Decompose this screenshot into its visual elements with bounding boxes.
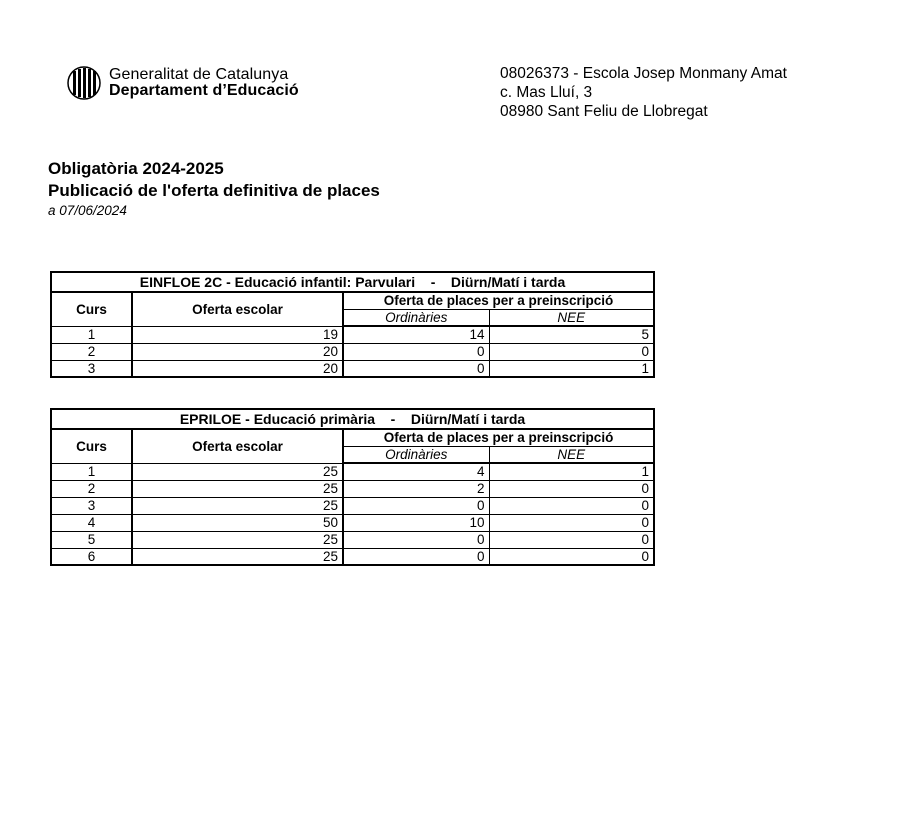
cell-ordinaries: 10 (343, 514, 489, 531)
cell-curs: 1 (51, 463, 132, 480)
cell-ordinaries: 4 (343, 463, 489, 480)
col-header-curs: Curs (51, 292, 132, 326)
cell-nee: 0 (489, 480, 654, 497)
offer-table-infantil (50, 271, 655, 378)
table-row (51, 360, 654, 377)
table-row (51, 343, 654, 360)
cell-nee: 0 (489, 548, 654, 565)
col-header-ordinaries: Ordinàries (343, 446, 489, 463)
cell-curs: 2 (51, 480, 132, 497)
table-row (51, 480, 654, 497)
school-city: 08980 Sant Feliu de Llobregat (500, 103, 708, 120)
cell-curs: 5 (51, 531, 132, 548)
col-header-curs: Curs (51, 429, 132, 463)
cell-ordinaries: 0 (343, 360, 489, 377)
col-header-nee: NEE (489, 446, 654, 463)
table-row (51, 514, 654, 531)
col-header-places: Oferta de places per a preinscripció (343, 429, 654, 446)
cell-ordinaries: 14 (343, 326, 489, 343)
table-title: EINFLOE 2C - Educació infantil: Parvulari - Diürn/Matí i tarda (51, 272, 654, 292)
cell-oferta: 25 (132, 497, 343, 514)
cell-ordinaries: 0 (343, 343, 489, 360)
col-header-oferta: Oferta escolar (132, 429, 343, 463)
cell-oferta: 20 (132, 343, 343, 360)
page-title: Obligatòria 2024-2025 (48, 159, 224, 178)
cell-oferta: 25 (132, 548, 343, 565)
col-header-ordinaries: Ordinàries (343, 309, 489, 326)
col-header-nee: NEE (489, 309, 654, 326)
table-row (51, 548, 654, 565)
cell-curs: 4 (51, 514, 132, 531)
cell-oferta: 50 (132, 514, 343, 531)
document-heading (48, 158, 380, 220)
cell-ordinaries: 0 (343, 548, 489, 565)
cell-oferta: 19 (132, 326, 343, 343)
cell-nee: 1 (489, 360, 654, 377)
cell-curs: 3 (51, 360, 132, 377)
table-title: EPRILOE - Educació primària - Diürn/Matí i tarda (51, 409, 654, 429)
cell-oferta: 25 (132, 531, 343, 548)
logo-line2: Departament d’Educació (109, 82, 299, 99)
cell-nee: 0 (489, 343, 654, 360)
table-row (51, 531, 654, 548)
cell-curs: 2 (51, 343, 132, 360)
cell-ordinaries: 0 (343, 497, 489, 514)
table-row (51, 497, 654, 514)
col-header-places: Oferta de places per a preinscripció (343, 292, 654, 309)
generalitat-emblem-icon (67, 66, 101, 100)
table-row (51, 326, 654, 343)
logo-line1: Generalitat de Catalunya (109, 66, 289, 83)
school-address (500, 64, 787, 121)
publication-date: a 07/06/2024 (48, 203, 127, 218)
page-subtitle: Publicació de l'oferta definitiva de places (48, 181, 380, 200)
generalitat-logo (67, 66, 299, 100)
cell-nee: 1 (489, 463, 654, 480)
cell-ordinaries: 0 (343, 531, 489, 548)
table-row (51, 463, 654, 480)
offer-table-primaria (50, 408, 655, 566)
cell-nee: 5 (489, 326, 654, 343)
school-code-name: 08026373 - Escola Josep Monmany Amat (500, 65, 787, 82)
cell-curs: 6 (51, 548, 132, 565)
cell-oferta: 25 (132, 480, 343, 497)
cell-ordinaries: 2 (343, 480, 489, 497)
school-street: c. Mas Lluí, 3 (500, 84, 593, 101)
col-header-oferta: Oferta escolar (132, 292, 343, 326)
cell-nee: 0 (489, 514, 654, 531)
cell-curs: 3 (51, 497, 132, 514)
cell-oferta: 20 (132, 360, 343, 377)
cell-oferta: 25 (132, 463, 343, 480)
cell-nee: 0 (489, 531, 654, 548)
cell-curs: 1 (51, 326, 132, 343)
cell-nee: 0 (489, 497, 654, 514)
